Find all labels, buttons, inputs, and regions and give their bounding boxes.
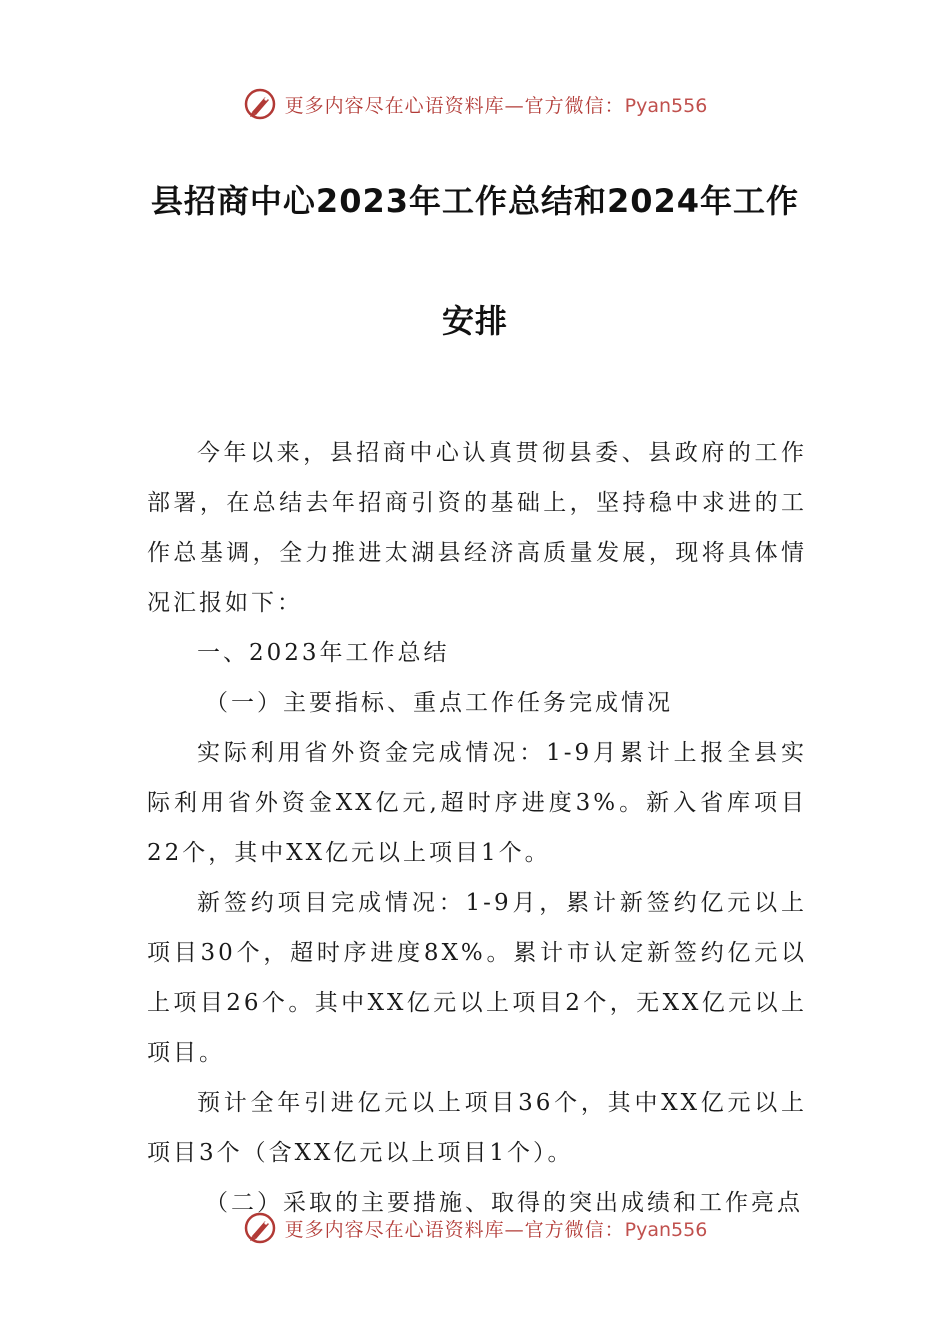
document-title-line-1: 县招商中心2023年工作总结和2024年工作 <box>150 182 800 220</box>
subsection-heading-1: （一）主要指标、重点工作任务完成情况 <box>205 690 673 716</box>
paragraph-funds: 实际利用省外资金完成情况：1-9月累计上报全县实际利用省外资金XX亿元,超时序进度3%。新入省库项目22个，其中XX亿元以上项目1个。 <box>147 740 807 866</box>
watermark-footer <box>0 1208 950 1248</box>
document-body <box>147 428 807 1228</box>
pen-nib-seal-icon <box>243 87 277 121</box>
watermark-text: 更多内容尽在心语资料库—官方微信：Pyan556 <box>284 1218 708 1241</box>
section-heading-1: 一、2023年工作总结 <box>197 640 450 666</box>
watermark-header <box>0 84 950 124</box>
subsection-heading-2: （二）采取的主要措施、取得的突出成绩和工作亮点 <box>205 1190 803 1216</box>
paragraph-forecast: 预计全年引进亿元以上项目36个，其中XX亿元以上项目3个（含XX亿元以上项目1个）。 <box>147 1090 807 1166</box>
watermark-text: 更多内容尽在心语资料库—官方微信：Pyan556 <box>284 94 708 117</box>
document-title-line-2: 安排 <box>441 302 508 340</box>
paragraph-new-projects: 新签约项目完成情况：1-9月，累计新签约亿元以上项目30个，超时序进度8X%。累计市认定新签约亿元以上项目26个。其中XX亿元以上项目2个，无XX亿元以上项目。 <box>147 890 807 1066</box>
intro-paragraph: 今年以来，县招商中心认真贯彻县委、县政府的工作部署，在总结去年招商引资的基础上，坚持稳中求进的工作总基调，全力推进太湖县经济高质量发展，现将具体情况汇报如下： <box>147 440 807 616</box>
pen-nib-seal-icon <box>243 1211 277 1245</box>
